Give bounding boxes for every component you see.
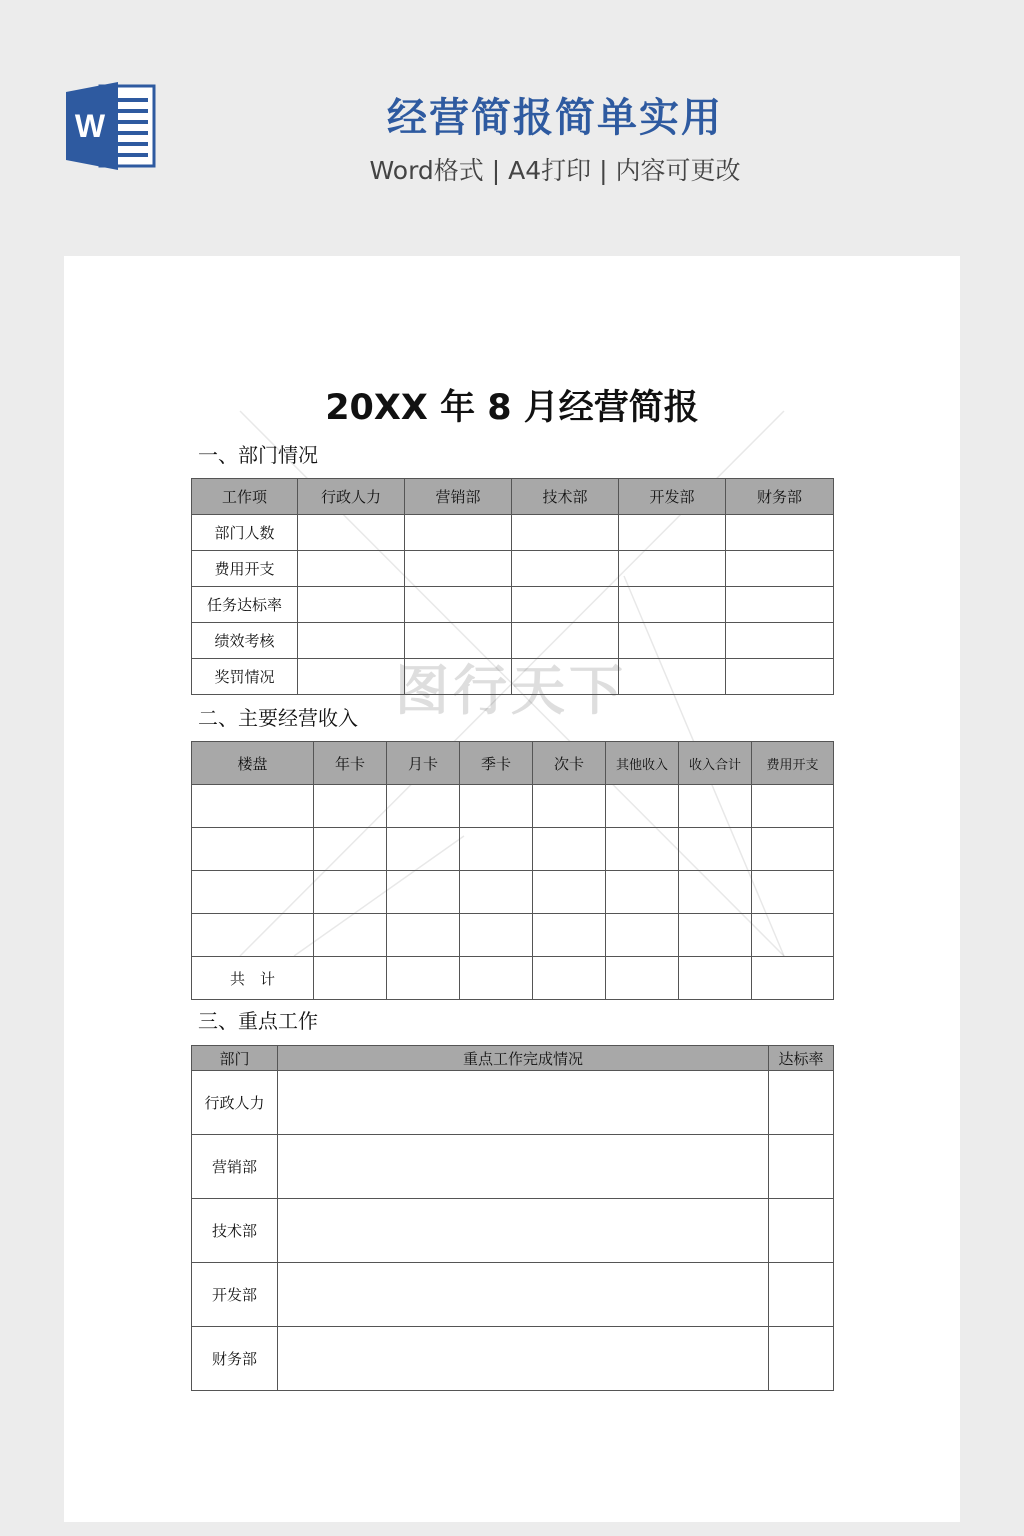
table-cell[interactable] — [752, 914, 834, 957]
table-cell[interactable] — [298, 515, 405, 551]
row-label: 行政人力 — [192, 1071, 278, 1135]
column-header: 楼盘 — [192, 742, 314, 785]
table-cell[interactable] — [405, 587, 512, 623]
table-cell[interactable] — [405, 659, 512, 695]
row-label: 营销部 — [192, 1135, 278, 1199]
table-cell[interactable] — [278, 1263, 769, 1327]
row-label: 费用开支 — [192, 551, 298, 587]
word-logo-letter: W — [74, 108, 106, 144]
column-header: 行政人力 — [298, 479, 405, 515]
table-cell[interactable] — [619, 659, 726, 695]
table-cell[interactable] — [619, 623, 726, 659]
table-cell[interactable] — [460, 785, 533, 828]
banner-subtitle: Word格式 | A4打印 | 内容可更改 — [369, 156, 741, 185]
table-row — [192, 785, 834, 828]
table-cell[interactable] — [314, 957, 387, 1000]
column-header: 月卡 — [387, 742, 460, 785]
column-header: 开发部 — [619, 479, 726, 515]
table-cell[interactable] — [679, 914, 752, 957]
banner-title: 经营简报简单实用 — [387, 95, 723, 141]
table-row — [192, 515, 834, 551]
table-cell[interactable] — [298, 623, 405, 659]
table-cell[interactable] — [278, 1327, 769, 1391]
table-cell[interactable] — [533, 871, 606, 914]
section3-heading: 三、重点工作 — [198, 1009, 318, 1033]
key-work-table — [191, 1045, 834, 1391]
table-cell[interactable] — [192, 871, 314, 914]
table-cell[interactable] — [460, 914, 533, 957]
document-title: 20XX 年 8 月经营简报 — [325, 388, 699, 428]
column-header: 部门 — [192, 1046, 278, 1071]
table-cell[interactable] — [298, 659, 405, 695]
table-cell[interactable] — [752, 785, 834, 828]
department-table — [191, 478, 834, 695]
table-cell[interactable] — [619, 587, 726, 623]
table-cell[interactable] — [512, 551, 619, 587]
row-label: 任务达标率 — [192, 587, 298, 623]
table-cell[interactable] — [405, 551, 512, 587]
table-cell[interactable] — [278, 1071, 769, 1135]
column-header: 其他收入 — [606, 742, 679, 785]
column-header: 营销部 — [405, 479, 512, 515]
column-header: 收入合计 — [679, 742, 752, 785]
total-label: 共 计 — [192, 957, 314, 1000]
table-row — [192, 587, 834, 623]
table-row — [192, 1071, 834, 1135]
table-cell[interactable] — [769, 1135, 834, 1199]
section2-heading: 二、主要经营收入 — [198, 706, 358, 730]
table-cell[interactable] — [679, 828, 752, 871]
table-row — [192, 1135, 834, 1199]
column-header: 重点工作完成情况 — [278, 1046, 769, 1071]
row-label: 部门人数 — [192, 515, 298, 551]
table-cell[interactable] — [512, 659, 619, 695]
table-cell[interactable] — [298, 587, 405, 623]
table-row — [192, 1199, 834, 1263]
column-header: 次卡 — [533, 742, 606, 785]
table-cell[interactable] — [619, 515, 726, 551]
row-label: 开发部 — [192, 1263, 278, 1327]
table-row — [192, 871, 834, 914]
table-row — [192, 914, 834, 957]
table-cell[interactable] — [769, 1327, 834, 1391]
table-cell[interactable] — [726, 551, 834, 587]
table-row — [192, 1327, 834, 1391]
table-cell[interactable] — [387, 957, 460, 1000]
word-document-icon — [64, 80, 156, 172]
row-label: 绩效考核 — [192, 623, 298, 659]
table-cell[interactable] — [405, 515, 512, 551]
table-cell[interactable] — [606, 914, 679, 957]
income-table — [191, 741, 834, 1000]
table-cell[interactable] — [726, 659, 834, 695]
table-cell[interactable] — [512, 515, 619, 551]
table-cell[interactable] — [512, 587, 619, 623]
table-cell[interactable] — [619, 551, 726, 587]
table-cell[interactable] — [314, 828, 387, 871]
table-cell[interactable] — [769, 1263, 834, 1327]
table-cell[interactable] — [679, 785, 752, 828]
table-cell[interactable] — [387, 828, 460, 871]
table-cell[interactable] — [192, 785, 314, 828]
table-cell[interactable] — [533, 785, 606, 828]
column-header: 工作项 — [192, 479, 298, 515]
table-cell[interactable] — [533, 914, 606, 957]
table-cell[interactable] — [314, 914, 387, 957]
table-cell[interactable] — [769, 1071, 834, 1135]
table-cell[interactable] — [298, 551, 405, 587]
table-header-row — [192, 742, 834, 785]
row-label: 奖罚情况 — [192, 659, 298, 695]
table-cell[interactable] — [769, 1199, 834, 1263]
table-cell[interactable] — [387, 871, 460, 914]
table-row — [192, 623, 834, 659]
table-cell[interactable] — [606, 871, 679, 914]
table-cell[interactable] — [726, 587, 834, 623]
table-cell[interactable] — [314, 785, 387, 828]
table-header-row — [192, 1046, 834, 1071]
column-header: 技术部 — [512, 479, 619, 515]
table-cell[interactable] — [606, 828, 679, 871]
column-header: 费用开支 — [752, 742, 834, 785]
table-cell[interactable] — [192, 914, 314, 957]
table-cell[interactable] — [606, 957, 679, 1000]
table-cell[interactable] — [278, 1135, 769, 1199]
table-cell[interactable] — [606, 785, 679, 828]
document-page — [64, 256, 960, 1522]
table-cell[interactable] — [405, 623, 512, 659]
row-label: 技术部 — [192, 1199, 278, 1263]
table-cell[interactable] — [512, 623, 619, 659]
table-cell[interactable] — [192, 828, 314, 871]
table-cell[interactable] — [752, 828, 834, 871]
table-cell[interactable] — [460, 871, 533, 914]
table-cell[interactable] — [387, 914, 460, 957]
total-row — [192, 957, 834, 1000]
table-cell[interactable] — [533, 957, 606, 1000]
table-cell[interactable] — [752, 957, 834, 1000]
row-label: 财务部 — [192, 1327, 278, 1391]
table-row — [192, 659, 834, 695]
table-cell[interactable] — [460, 828, 533, 871]
table-cell[interactable] — [387, 785, 460, 828]
table-cell[interactable] — [278, 1199, 769, 1263]
section1-heading: 一、部门情况 — [198, 443, 318, 467]
table-cell[interactable] — [726, 623, 834, 659]
watermark-text: 图行天下 — [395, 658, 627, 722]
table-header-row — [192, 479, 834, 515]
table-cell[interactable] — [314, 871, 387, 914]
table-cell[interactable] — [752, 871, 834, 914]
table-cell[interactable] — [533, 828, 606, 871]
table-cell[interactable] — [460, 957, 533, 1000]
table-row — [192, 828, 834, 871]
table-cell[interactable] — [679, 871, 752, 914]
column-header: 季卡 — [460, 742, 533, 785]
column-header: 财务部 — [726, 479, 834, 515]
table-cell[interactable] — [679, 957, 752, 1000]
table-row — [192, 1263, 834, 1327]
column-header: 年卡 — [314, 742, 387, 785]
table-row — [192, 551, 834, 587]
column-header: 达标率 — [769, 1046, 834, 1071]
table-cell[interactable] — [726, 515, 834, 551]
